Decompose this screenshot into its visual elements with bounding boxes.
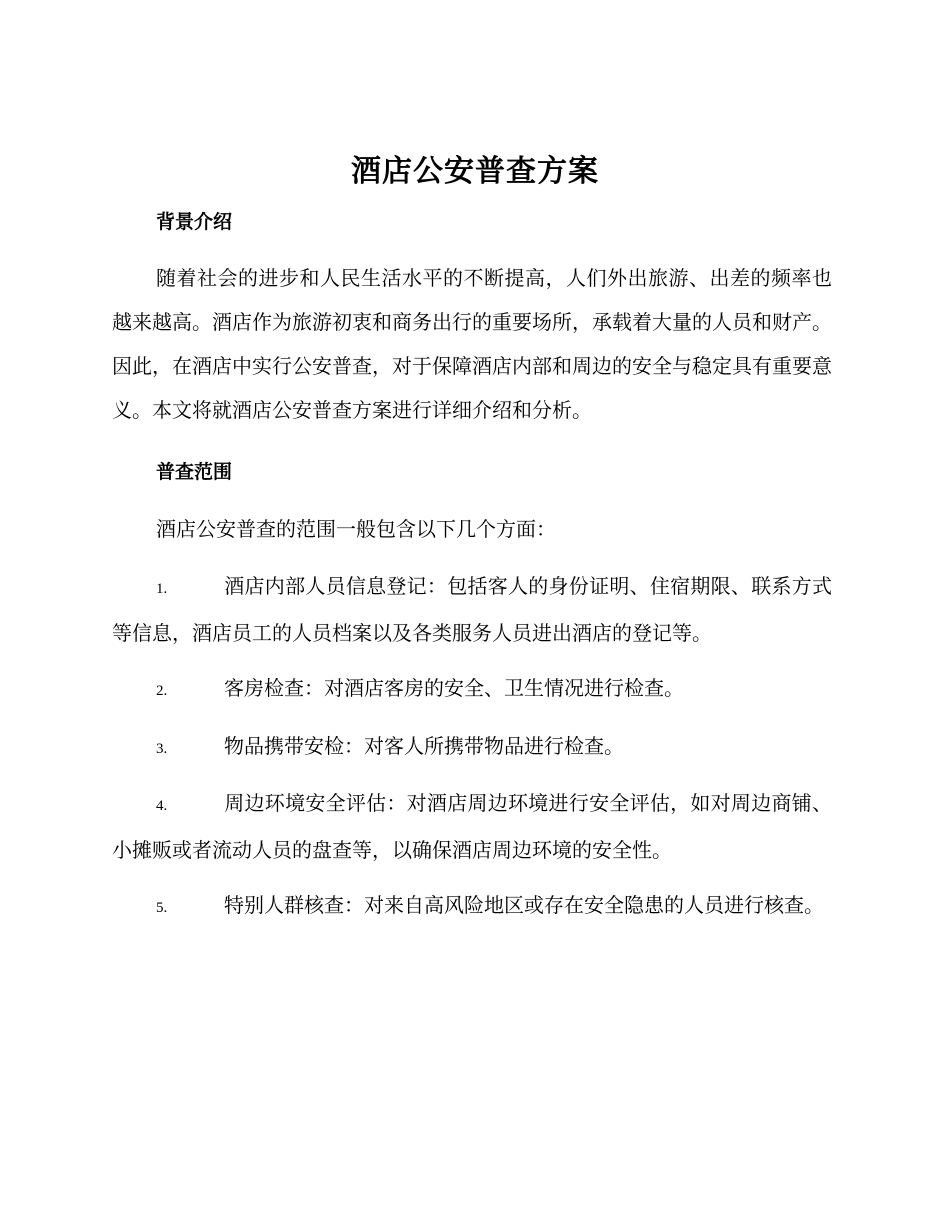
list-item-text: 特别人群核查：对来自高风险地区或存在安全隐患的人员进行核查。 bbox=[224, 893, 824, 917]
section-heading-scope: 普查范围 bbox=[156, 461, 233, 483]
list-item-number: 2. bbox=[156, 683, 168, 699]
scope-intro-paragraph: 酒店公安普查的范围一般包含以下几个方面： bbox=[156, 517, 556, 541]
list-item-text: 物品携带安检：对客人所携带物品进行检查。 bbox=[224, 734, 624, 758]
list-item-number: 3. bbox=[156, 741, 168, 757]
list-item bbox=[112, 883, 832, 930]
list-item-number: 4. bbox=[156, 798, 168, 814]
list-item-text: 酒店内部人员信息登记：包括客人的身份证明、住宿期限、联系方式等信息，酒店员工的人员档案以及各类服务人员进出酒店的登记等。 bbox=[112, 574, 832, 645]
list-item-text: 客房检查：对酒店客房的安全、卫生情况进行检查。 bbox=[224, 676, 684, 700]
list-item bbox=[112, 666, 832, 713]
section-heading-background: 背景介绍 bbox=[156, 211, 233, 233]
list-item-number: 1. bbox=[156, 581, 168, 597]
document-title: 酒店公安普查方案 bbox=[351, 154, 599, 189]
list-item-text: 周边环境安全评估：对酒店周边环境进行安全评估，如对周边商铺、小摊贩或者流动人员的盘查等，以确保酒店周边环境的安全性。 bbox=[112, 791, 832, 862]
list-item bbox=[112, 724, 832, 771]
list-item bbox=[112, 564, 832, 655]
list-item-number: 5. bbox=[156, 900, 168, 916]
list-item bbox=[112, 781, 832, 872]
background-paragraph: 随着社会的进步和人民生活水平的不断提高，人们外出旅游、出差的频率也越来越高。酒店作为旅游初衷和商务出行的重要场所，承载着大量的人员和财产。因此，在酒店中实行公安普查，对于保障酒店内部和周边的安全与稳定具有重要意义。本文将就酒店公安普查方案进行详细介绍和分析。 bbox=[112, 266, 832, 422]
